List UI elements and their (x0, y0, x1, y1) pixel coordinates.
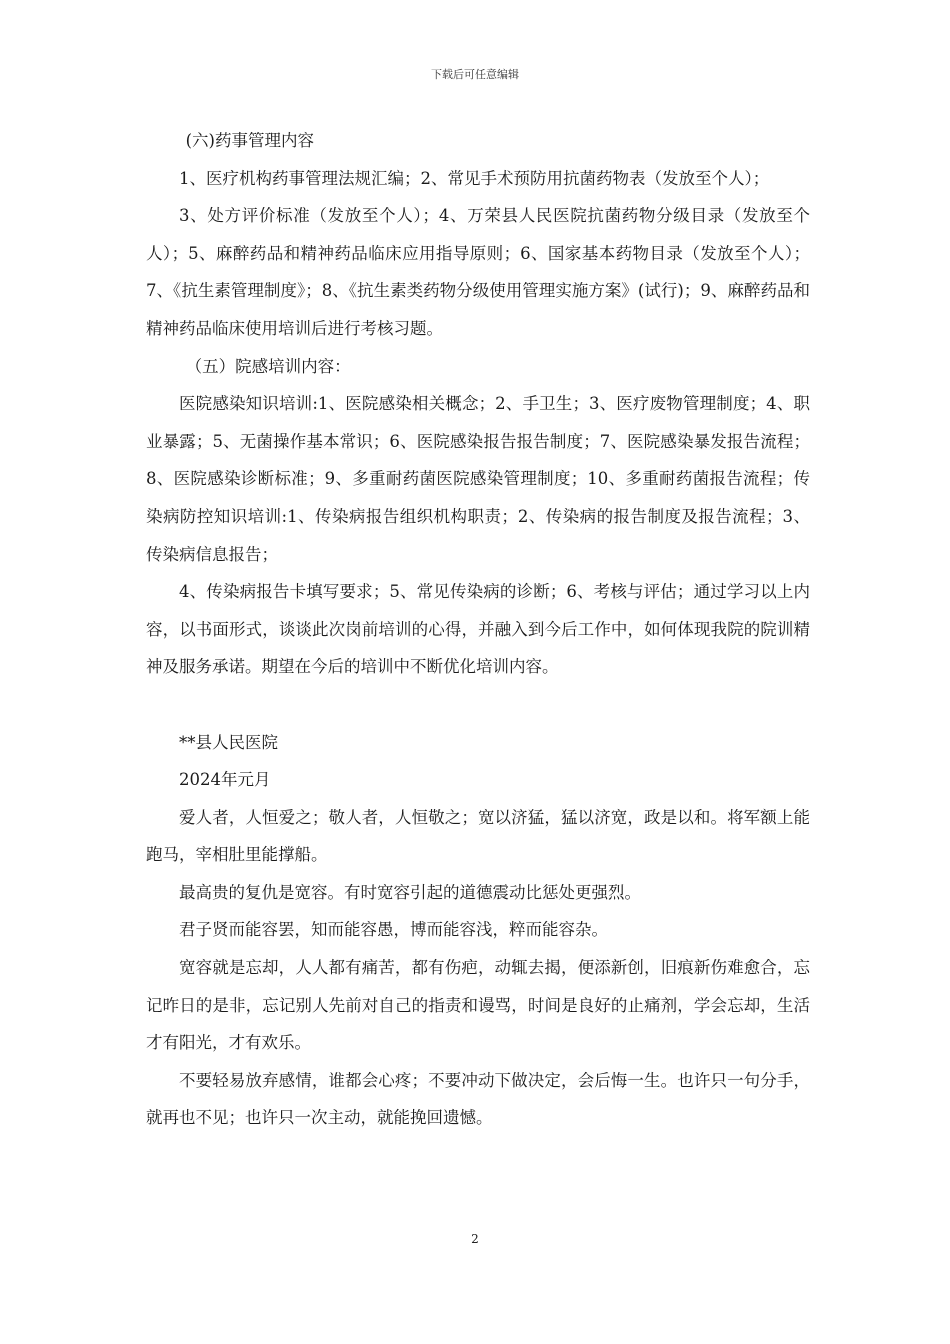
document-body (146, 122, 810, 1137)
section-heading-pharmacy: (六)药事管理内容 (185, 131, 314, 150)
paragraph: 4、传染病报告卡填写要求；5、常见传染病的诊断；6、考核与评估；通过学习以上内容，以书面形式，谈谈此次岗前培训的心得，并融入到今后工作中，如何体现我院的院训精神及服务承诺。期望在今后的培训中不断优化培训内容。 (146, 582, 810, 677)
paragraph: 医院感染知识培训:1、医院感染相关概念；2、手卫生；3、医疗废物管理制度；4、职业暴露；5、无菌操作基本常识；6、医院感染报告报告制度；7、医院感染暴发报告流程；8、医院感染诊断标准；9、多重耐药菌医院感染管理制度；10、多重耐药菌报告流程；传染病防控知识培训:1、传染病报告组织机构职责；2、传染病的报告制度及报告流程；3、传染病信息报告； (146, 394, 810, 564)
page-header: 下载后可任意编辑 (431, 68, 519, 81)
quote-paragraph: 宽容就是忘却，人人都有痛苦，都有伤疤，动辄去揭，便添新创，旧痕新伤难愈合，忘记昨日的是非，忘记别人先前对自己的指责和谩骂，时间是良好的止痛剂，学会忘却，生活才有阳光，才有欢乐。 (146, 958, 810, 1053)
quote-paragraph: 最高贵的复仇是宽容。有时宽容引起的道德震动比惩处更强烈。 (179, 882, 641, 902)
quote-paragraph: 君子贤而能容罢，知而能容愚，博而能容浅，粹而能容杂。 (179, 920, 608, 940)
paragraph: 3、处方评价标准（发放至个人）；4、万荣县人民医院抗菌药物分级目录（发放至个人）；5、麻醉药品和精神药品临床应用指导原则；6、国家基本药物目录（发放至个人）；7、《抗生素管理制度》；8、《抗生素类药物分级使用管理实施方案》(试行)；9、麻醉药品和精神药品临床使用培训后进行考核习题。 (146, 206, 810, 338)
blank-line (146, 686, 810, 724)
signature-org: **县人民医院 (179, 732, 278, 752)
quote-paragraph: 不要轻易放弃感情，谁都会心疼；不要冲动下做决定，会后悔一生。也许只一句分手，就再也不见；也许只一次主动，就能挽回遗憾。 (146, 1070, 810, 1128)
page-number: 2 (471, 1232, 479, 1246)
quote-paragraph: 爱人者，人恒爱之；敬人者，人恒敬之；宽以济猛，猛以济宽，政是以和。将军额上能跑马，宰相肚里能撑船。 (146, 807, 810, 865)
section-heading-infection: （五）院感培训内容： (185, 356, 351, 376)
signature-date: 2024年元月 (179, 770, 271, 790)
paragraph: 1、医疗机构药事管理法规汇编；2、常见手术预防用抗菌药物表（发放至个人）； (179, 168, 770, 188)
